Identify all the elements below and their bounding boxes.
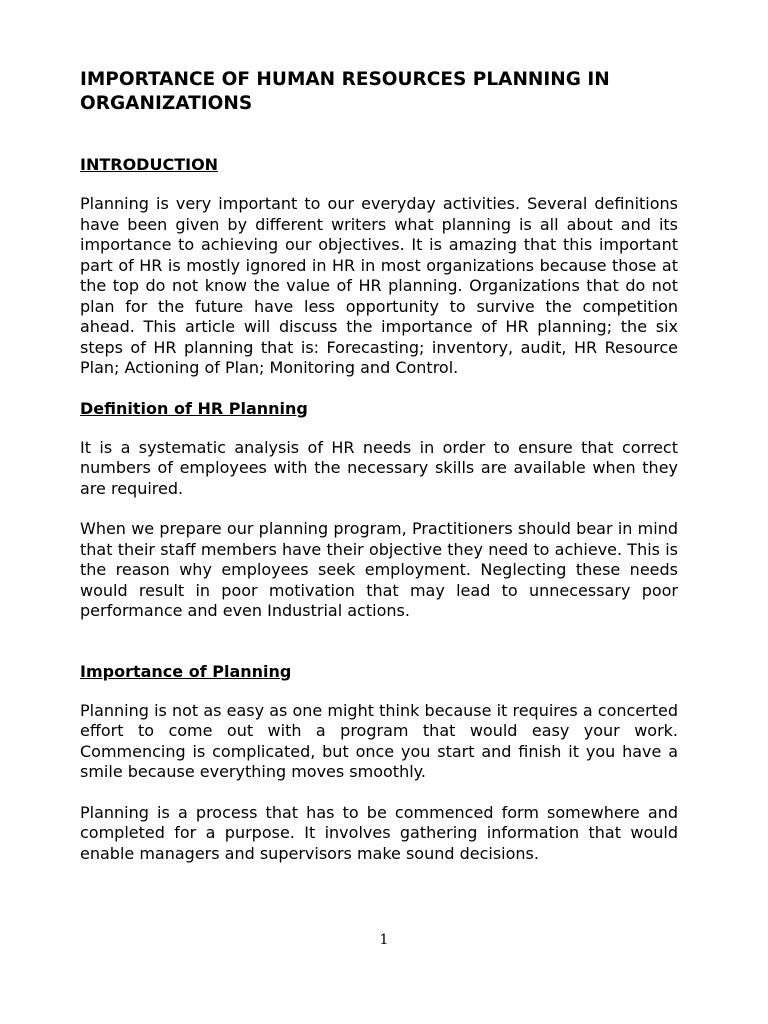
section-heading-introduction: INTRODUCTION	[80, 155, 219, 174]
importance-paragraph-1: Planning is not as easy as one might think because it requires a concerted effort to come out with a program that would easy your work. Commencing is complicated, but once you start and finish it you have a smile because everything moves smoothly.	[80, 700, 678, 781]
section-heading-importance: Importance of Planning	[80, 661, 292, 681]
introduction-paragraph: Planning is very important to our everyday activities. Several definitions have been given by different writers what planning is all about and its importance to achieving our objectives. It is amazing that this important part of HR is mostly ignored in HR in most organizations because those at the top do not know the value of HR planning. Organizations that do not plan for the future have less opportunity to survive the competition ahead. This article will discuss the importance of HR planning; the six steps of HR planning that is: Forecasting; inventory, audit, HR Resource Plan; Actioning of Plan; Monitoring and Control.	[80, 194, 678, 377]
importance-paragraph-2: Planning is a process that has to be commenced form somewhere and completed for a purpose. It involves gathering information that would enable managers and supervisors make sound decisions.	[80, 802, 678, 863]
section-heading-definition: Definition of HR Planning	[80, 398, 308, 418]
page-number: 1	[379, 932, 389, 948]
definition-paragraph-2: When we prepare our planning program, Practitioners should bear in mind that their staff members have their objective they need to achieve. This is the reason why employees seek employment. Neglecting these needs would result in poor motivation that may lead to unnecessary poor performance and even Industrial actions.	[80, 519, 678, 620]
document-title: IMPORTANCE OF HUMAN RESOURCES PLANNING IN ORGANIZATIONS	[80, 69, 610, 114]
page-content	[80, 68, 678, 885]
definition-paragraph-1: It is a systematic analysis of HR needs in order to ensure that correct numbers of employees with the necessary skills are available when they are required.	[80, 437, 678, 498]
